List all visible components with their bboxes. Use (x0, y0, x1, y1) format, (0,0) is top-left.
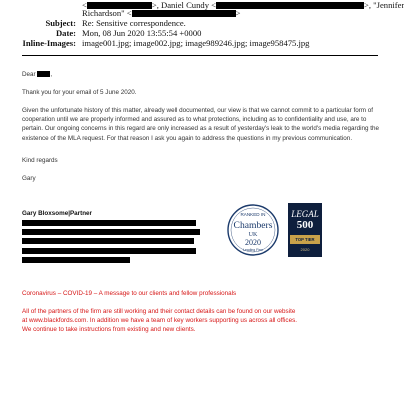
signature-redaction (22, 238, 194, 244)
covid-notice-line1: All of the partners of the firm are still working and their contact details can be found on our website (22, 308, 296, 315)
signature-redaction (22, 257, 130, 263)
paragraph-thanks: Thank you for your email of 5 June 2020. (22, 89, 137, 96)
to-recipient-2: Richardson" < (82, 8, 132, 18)
legal500-line2: 500 (296, 219, 314, 231)
legal500-line1: LEGAL (291, 209, 319, 219)
inline-images-value: image001.jpg; image002.jpg; image989246.jpg; image958475.jpg (82, 38, 310, 48)
chambers-region: UK (248, 232, 258, 238)
covid-notice-title: Coronavirus – COVID-19 – A message to our clients and fellow professionals (22, 290, 237, 297)
redaction-bar (132, 10, 236, 17)
chambers-name: Chambers (233, 220, 273, 231)
signoff: Gary (22, 175, 36, 182)
subject-value: Re: Sensitive correspondence. (82, 18, 186, 28)
signature-redaction (22, 229, 200, 235)
signature-name: Gary Bloxsome|Partner (22, 210, 93, 217)
legal500-logo (288, 203, 322, 257)
chambers-logo (224, 203, 282, 257)
to-recipient: Daniel Cundy < (161, 0, 216, 10)
to-line-2-close: > (235, 8, 241, 18)
covid-notice-line3: We continue to take instructions from existing and new clients. (22, 326, 196, 333)
header-divider (22, 55, 378, 56)
legal500-badge: TOP TIER (290, 235, 320, 244)
subject-label: Subject: (45, 18, 76, 28)
redaction-bar (37, 71, 53, 78)
to-line-2 (82, 8, 241, 18)
greeting-end: , (50, 71, 53, 78)
chambers-tag: Leading Firm (243, 248, 263, 252)
greeting (22, 70, 382, 79)
signature-redaction (22, 220, 196, 226)
to-line-tail: >, "Jennifer (364, 0, 404, 10)
paragraph-main: Given the unfortunate history of this matter, already well documented, our view is that we cannot commit to a particular form of cooperation until we are properly informed and assured as to what protections, including as to confidentiality and use, are to pertain. Our ongoing concerns in this regard are only increased as a result of yesterday's leak to the world's media regarding the existence of the MLA request. For that reason I ask you again to address the questions in my previous communication. (22, 107, 379, 142)
legal500-year: 2020 (300, 247, 310, 252)
covid-notice-line2: at www.blackfords.com. In addition we have a team of key workers supporting us across all offices. (22, 317, 297, 324)
inline-images-label: Inline-Images: (22, 38, 76, 48)
signature-redaction (22, 248, 196, 254)
greeting-word: Dear (22, 71, 36, 78)
to-line-open: < (82, 0, 87, 10)
date-value: Mon, 08 Jun 2020 13:55:54 +0000 (82, 28, 202, 38)
date-label: Date: (55, 28, 76, 38)
to-line-mid: >, (151, 0, 162, 10)
chambers-ranked: RANKED IN (240, 212, 266, 217)
chambers-year: 2020 (245, 238, 261, 247)
closing: Kind regards (22, 157, 58, 164)
